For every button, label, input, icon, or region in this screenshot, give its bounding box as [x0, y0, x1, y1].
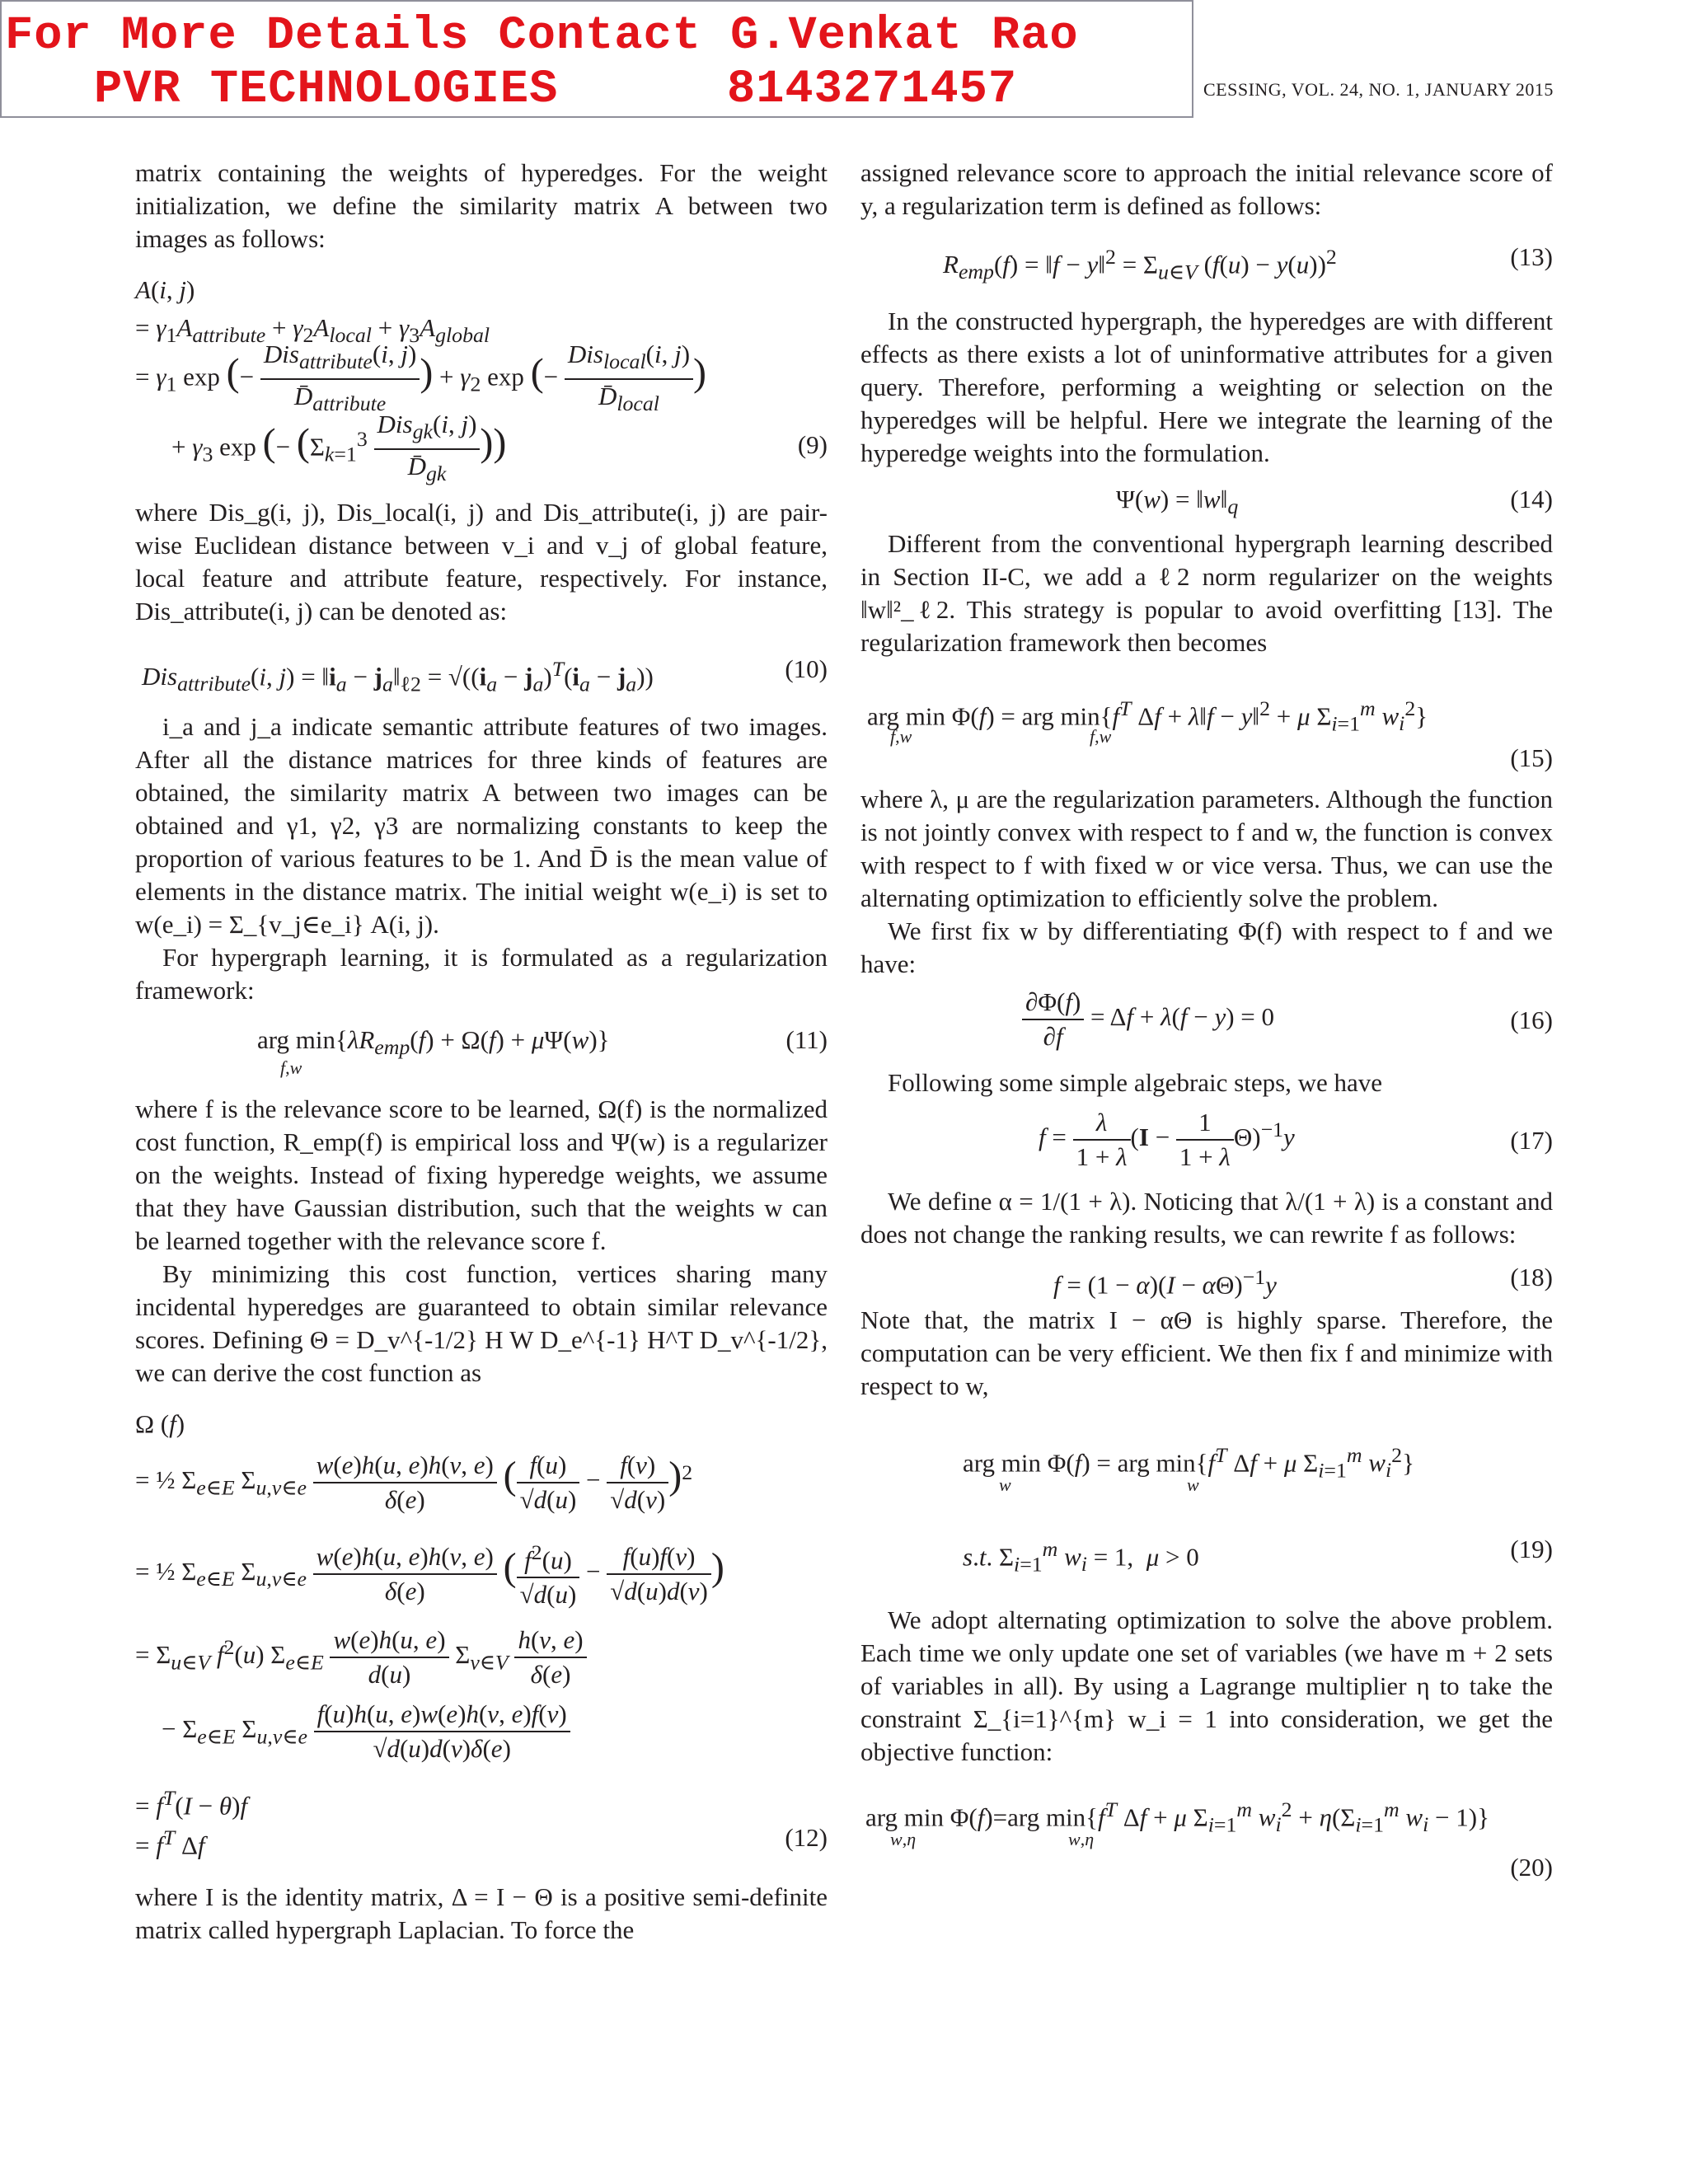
paragraph: where I is the identity matrix, Δ = I − Θ is a positive semi-definite matrix called hypergraph Laplacian. To force the [135, 1882, 828, 1944]
paragraph: Following some simple algebraic steps, we have [888, 1068, 1383, 1097]
paragraph: where λ, μ are the regularization parameters. Although the function is not jointly convex with respect to f and w, the function is convex with respect to f with fixed w or vice versa. Thus, we can use the alternating optimization to efficiently solve the problem. [860, 785, 1553, 912]
equation-number: (13) [1510, 242, 1553, 271]
equation-number: (20) [1510, 1853, 1553, 1882]
paragraph: i_a and j_a indicate semantic attribute features of two images. After all the distance matrices for three kinds of features are obtained, the similarity matrix A between two images can be obtained and γ1, γ2, γ3 are normalizing constants to keep the proportion of various features to be 1. And D̄ is the mean value of elements in the distance matrix. The initial weight w(e_i) is set to w(e_i) = Σ_{v_j∈e_i} A(i, j). [135, 712, 828, 939]
equation-number: (19) [1510, 1535, 1553, 1563]
paragraph: We define α = 1/(1 + λ). Noticing that λ/(1 + λ) is a constant and does not change the ranking results, we can rewrite f as follows: [860, 1187, 1553, 1249]
equation-11: arg $\min\{\lambda R_{emp}(f) + \Omega(f) + \mu\Psi(w)\}$ f,w (11) [257, 1025, 828, 1078]
running-header: CESSING, VOL. 24, NO. 1, JANUARY 2015 [1203, 79, 1554, 100]
equation-9: A(i, j) = $\gamma_1A_{attribute} + \gamma_2A_{local} + \gamma_3A_{global}$ = $\gamma_1$ exp (− $\frac{Dis_{attribute}(i, j)}{D̄_{attribute}}$ ) + $\gamma_2$ exp (− $\frac{Dis_{local}(i, j)}{D̄_{local}}$ ) + $\gamma_3$ exp (− ($\Sigma_{k=1}^3$ $\frac{Dis_{gk}(i, j)}{D̄_{gk}}$ )) (9) [135, 275, 828, 486]
equation-number: (15) [1510, 743, 1553, 772]
equation-13: $R_{emp}(f)$ = ‖f − y‖$^2$ = $\Sigma_{u\in V}$ $(f(u) - y(u))^2$ (13) [943, 242, 1553, 284]
equation-number: (18) [1510, 1263, 1553, 1291]
equation-17: f = $\frac{\lambda}{1 + \lambda}$ (I − $\frac{1}{1 + \lambda}$ Θ)$^{-1}$y (17) [1039, 1108, 1553, 1171]
equation-14: $\Psi(w) = ‖w‖_q$ (14) [1116, 485, 1553, 519]
banner-company-name: PVR TECHNOLOGIES [94, 63, 559, 116]
equation-number: (14) [1510, 485, 1553, 513]
left-column [135, 157, 828, 1947]
equation-number: (9) [797, 430, 828, 459]
paragraph: We adopt alternating optimization to solve the above problem. Each time we only update one set of variables (we have m + 2 sets of variables in all). By using a Lagrange multiplier η to take the constraint Σ_{i=1}^{m} w_i = 1 into consideration, we get the objective function: [860, 1605, 1553, 1766]
paragraph: For hypergraph learning, it is formulated as a regularization framework: [135, 943, 828, 1005]
equation-number: (12) [785, 1823, 828, 1852]
equation-16: $\frac{\partial\Phi(f)}{\partial f}$ = Δf + λ(f − y) = 0 (16) [860, 981, 1553, 1066]
equation-15: arg min Φ(f) = arg $\min\{f^T$ Δf + λ‖f − y‖$^2$ + μ $\Sigma_{i=1}^m$ $w_i^2$} f,w f,w (15) [860, 659, 1553, 783]
equation-18: $f = (1 - \alpha)(I - \alpha\Theta)^{-1}y$ (18) [1053, 1263, 1553, 1300]
paragraph: where Dis_g(i, j), Dis_local(i, j) and Dis_attribute(i, j) are pair-wise Euclidean distance between v_i and v_j of global feature, local feature and attribute feature, respectively. For instance, Dis_attribute(i, j) can be denoted as: [135, 498, 828, 626]
banner-contact-line: For More Details Contact G.Venkat Rao [5, 10, 1079, 63]
equation-19: arg min Φ(f) = arg $\min\{f^T$ Δf + μ $\Sigma_{i=1}^m$ $w_i^2$} w w s.t. $\Sigma_{i=1}^m$ $w_i = 1$, μ > 0 (19) [963, 1443, 1553, 1577]
paragraph: assigned relevance score to approach the initial relevance score of y, a regularization term is defined as follows: [860, 158, 1553, 220]
paragraph: Note that, the matrix I − αΘ is highly sparse. Therefore, the computation can be very efficient. We then fix f and minimize with respect to w, [860, 1305, 1553, 1400]
equation-number: (10) [785, 654, 828, 683]
paragraph: By minimizing this cost function, vertices sharing many incidental hyperedges are guaranteed to obtain similar relevance scores. Defining Θ = D_v^{-1/2} H W D_e^{-1} H^T D_v^{-1/2}, we can derive the cost function as [135, 1259, 828, 1387]
equation-number: (11) [785, 1025, 828, 1054]
paragraph: where f is the relevance score to be learned, Ω(f) is the normalized cost function, R_emp(f) is empirical loss and Ψ(w) is a regularizer on the weights. Instead of fixing hyperedge weights, we assume that they have Gaussian distribution, such that the weights w can be learned together with the relevance score f. [135, 1094, 828, 1255]
paragraph: Different from the conventional hypergraph learning described in Section II-C, we add a ℓ2 norm regularizer on the weights ‖w‖²_ℓ2. This strategy is popular to avoid overfitting [13]. The regularization framework then becomes [860, 529, 1553, 657]
paragraph: In the constructed hypergraph, the hyperedges are with different effects as there exists a lot of uninformative attributes for a given query. Therefore, performing a weighting or selection on the hyperedges will be helpful. Here we integrate the learning of the hyperedge weights into the formulation. [860, 307, 1553, 467]
equation-number: (16) [1510, 1005, 1553, 1034]
paragraph: matrix containing the weights of hyperedges. For the weight initialization, we define the similarity matrix A between two images as follows: [135, 158, 828, 253]
banner-phone: 8143271457 [727, 63, 1018, 116]
paragraph: We first fix w by differentiating Φ(f) with respect to f and we have: [860, 916, 1553, 978]
equation-number: (17) [1510, 1126, 1553, 1155]
contact-banner [0, 0, 1193, 118]
right-column [860, 157, 1553, 1892]
equation-10: Dis$_{attribute}$(i, $j) = ‖i_a$ − $j_a‖_{\ell 2} = √((i_a - j_a)^T(i_a - j_a))$ (10) [142, 654, 828, 696]
banner-company-line [94, 61, 1018, 119]
equation-20: arg min Φ(f)=arg $\min\{f^T$ Δf + μ $\Sigma_{i=1}^m$ $w_i^2 + \eta(\Sigma_{i=1}^m$ $w_i - 1$)} w,η w,η (20) [860, 1769, 1553, 1892]
equation-12: Ω (f) = ½ $\Sigma_{e\in E}$ $\Sigma_{u,v\in e}$ $\frac{w(e)h(u, e)h(v, e)}{\delta(e)}$ ( $\frac{f(u)}{√d(u)}$ − $\frac{f(v)}{√d(v)}$ )$^2$ = ½ $\Sigma_{e\in E}$ $\Sigma_{u,v\in e}$ $\frac{w(e)h(u, e)h(v, e)}{\delta(e)}$ ( $\frac{f^2(u)}{√d(u)}$ − $\frac{f(u)f(v)}{√d(u)d(v)}$ ) = $\Sigma_{u\in V}$ $f^2(u)$ $\Sigma_{e\in E}$ $\frac{w(e)h(u, e)}{d(u)}$ $\Sigma_{v\in V}$ $\frac{h(v, e)}{\delta(e)}$ − $\Sigma_{e\in E}$ $\Sigma_{u,v\in e}$ $\frac{f(u)h(u, e)w(e)h(v, e)f(v)}{√d(u)d(v)\delta(e)}$ = $f^T(I - \theta)f$ = $f^T$ Δf (12) [135, 1409, 828, 1860]
